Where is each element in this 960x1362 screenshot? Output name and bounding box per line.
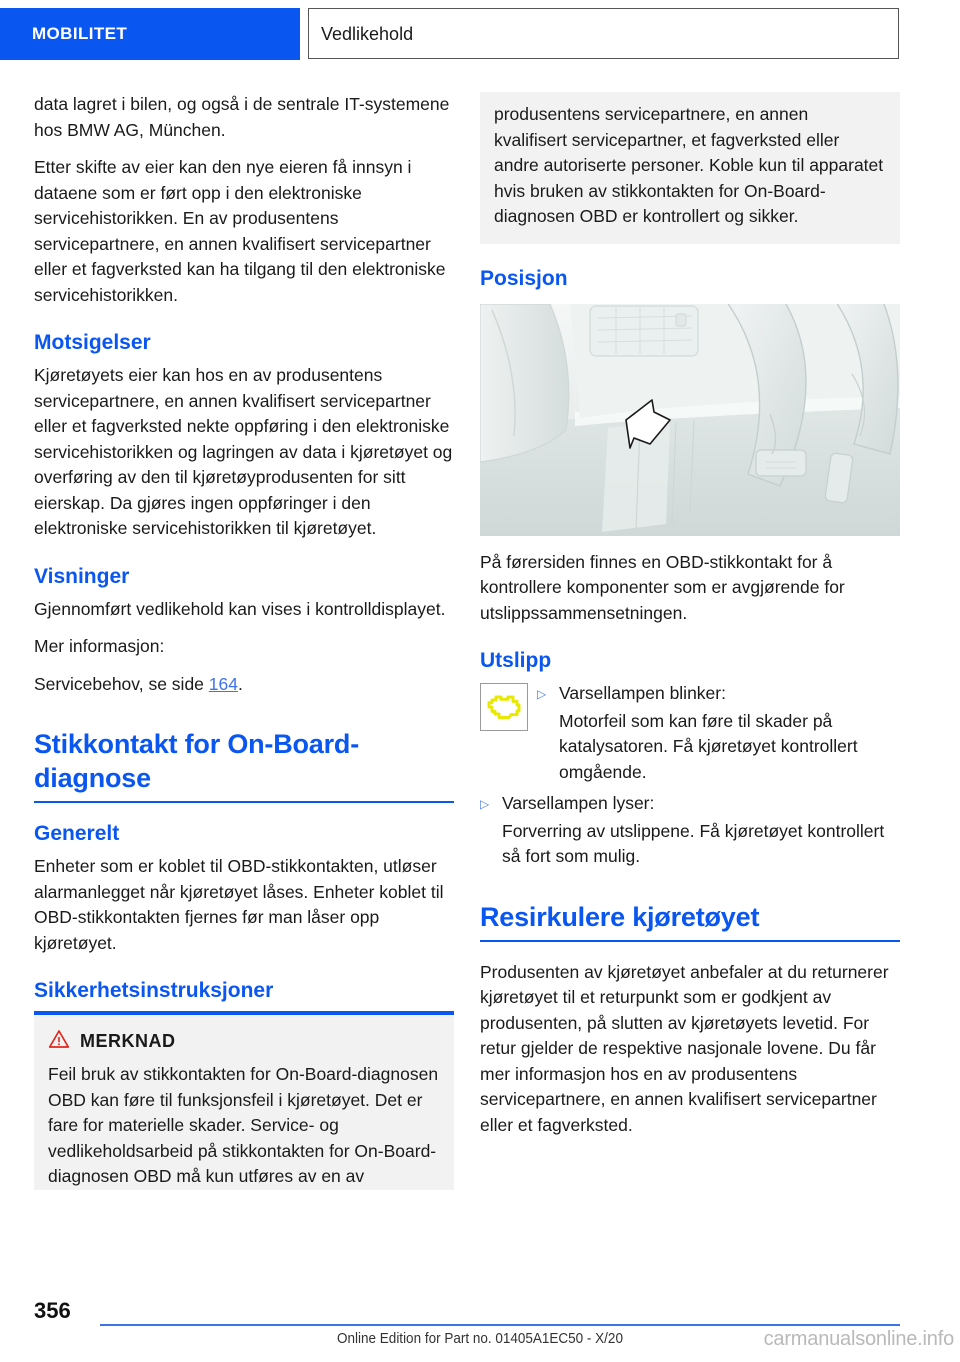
note-label: MERKNAD — [80, 1031, 176, 1051]
note-text-part-2: produsentens servicepartnere, en annen kvalifisert servicepartner, et fagverksted eller andre autoriserte personer. Koble kun til apparatet hvis bruken av stikkontakten for On-Board-diagnosen OBD er kontrollert og sikker. — [494, 104, 884, 226]
page-number: 356 — [34, 1298, 71, 1323]
title-underline — [480, 940, 900, 942]
servicebehov-suffix: . — [237, 673, 243, 694]
footer-divider — [100, 1324, 900, 1326]
bullet-detail-blinker: Motorfeil som kan føre til skader på katalysatoren. Få kjøretøyet kontrollert omgående. — [559, 710, 858, 782]
utslipp-bullet-list — [480, 681, 900, 870]
section-tab-label: MOBILITET — [32, 24, 128, 43]
paragraph-visninger: Gjennomført vedlikehold kan vises i kontrolldisplayet. — [34, 598, 446, 619]
note-box-merknad — [34, 1011, 454, 1190]
utslipp-bullet-2 — [480, 791, 900, 817]
bullet-line — [537, 681, 900, 707]
note-text-part-1: Feil bruk av stikkontakten for On-Board-diagnosen OBD kan føre til funksjonsfeil i kjøretøyet. Det er fare for materielle skader. Service- og vedlikeholdsarbeid på stikkontakten for On-Board-diagnosen OBD må kun utføres av en av — [48, 1064, 439, 1186]
left-column — [34, 92, 454, 1190]
paragraph-etter-skifte: Etter skifte av eier kan den nye eieren få innsyn i dataene som er ført opp i den elektroniske servicehistorikken. En av produsentens servicepartnere, en annen kvalifisert servicepartner eller et fagverksted kan ha tilgang til den elektroniske servicehistorikken. — [34, 157, 446, 305]
servicebehov-prefix: Servicebehov, se side — [34, 673, 209, 694]
bullet-label-lyser: Varsellampen lyser: — [502, 793, 655, 813]
page-header — [0, 8, 960, 60]
paragraph-data-lagret: data lagret i bilen, og også i de sentrale IT-systemene hos BMW AG, München. — [34, 94, 450, 140]
paragraph-motsigelser: Kjøretøyets eier kan hos en av produsentens servicepartnere, en annen kvalifisert servicepartner eller et fagverksted nekte oppføring i den elektroniske servicehistorikken og lagringen av data i kjøretøyet og overføring av den til kjøretøyprodusenten for sitt eierskap. Da gjøres ingen oppføringer i den elektroniske servicehistorikken til kjøretøyet. — [34, 365, 453, 538]
chapter-title-box — [308, 8, 899, 59]
paragraph-mer-informasjon: Mer informasjon: — [34, 636, 165, 656]
page-footer — [0, 1280, 960, 1362]
watermark-text: carmanualsonline.info — [763, 1328, 954, 1350]
edition-note: Online Edition for Part no. 01405A1EC50 - X/20 — [337, 1330, 623, 1347]
heading-sikkerhetsinstruksjoner: Sikkerhetsinstruksjoner — [34, 979, 274, 1002]
page-reference-link[interactable]: 164 — [208, 673, 238, 694]
right-column — [480, 92, 900, 1138]
triangle-bullet-icon: ▷ — [537, 687, 547, 701]
paragraph-generelt: Enheter som er koblet til OBD-stikkontakten, utløser alarmanlegget når kjøretøyet låses. Enheter koblet til OBD-stikkontakten fjernes før man låser opp kjøretøyet. — [34, 856, 444, 953]
heading-generelt: Generelt — [34, 822, 120, 845]
note-header — [48, 1029, 440, 1054]
heading-motsigelser: Motsigelser — [34, 331, 151, 354]
title-stikkontakt-obd: Stikkontakt for On-Board-diagnose — [34, 729, 360, 793]
utslipp-bullet-1 — [480, 681, 900, 789]
heading-posisjon: Posisjon — [480, 266, 568, 290]
note-box-merknad-continued — [480, 92, 900, 244]
section-tab — [0, 8, 300, 60]
heading-utslipp: Utslipp — [480, 649, 552, 672]
engine-warning-light-icon — [480, 683, 528, 731]
title-resirkulere-kjoretoyet: Resirkulere kjøretøyet — [480, 901, 760, 932]
title-underline — [34, 801, 454, 803]
paragraph-posisjon: På førersiden finnes en OBD-stikkontakt for å kontrollere komponenter som er avgjørende for utslippssammensetningen. — [480, 551, 845, 623]
icon-cell — [480, 681, 537, 731]
triangle-bullet-icon: ▷ — [480, 797, 490, 811]
chapter-title-label: Vedlikehold — [321, 24, 414, 44]
bullet-detail-lyser: Forverring av utslippene. Få kjøretøyet kontrollert så fort som mulig. — [502, 820, 885, 866]
paragraph-resirkulere: Produsenten av kjøretøyet anbefaler at du returnerer kjøretøyet til et returpunkt som er godkjent av produsenten, på slutten av kjøretøyets levetid. For retur gjelder de respektive nasjonale lovene. Du får mer informasjon hos en av produsentens servicepartnere, en annen kvalifisert servicepartner eller et fagverksted. — [480, 961, 889, 1135]
bullet-body — [537, 681, 900, 789]
bullet-label-blinker: Varsellampen blinker: — [559, 683, 726, 703]
heading-visninger: Visninger — [34, 564, 130, 588]
figure-obd-socket-location — [480, 304, 900, 536]
paragraph-servicebehov — [34, 672, 454, 698]
warning-triangle-icon — [48, 1029, 70, 1054]
